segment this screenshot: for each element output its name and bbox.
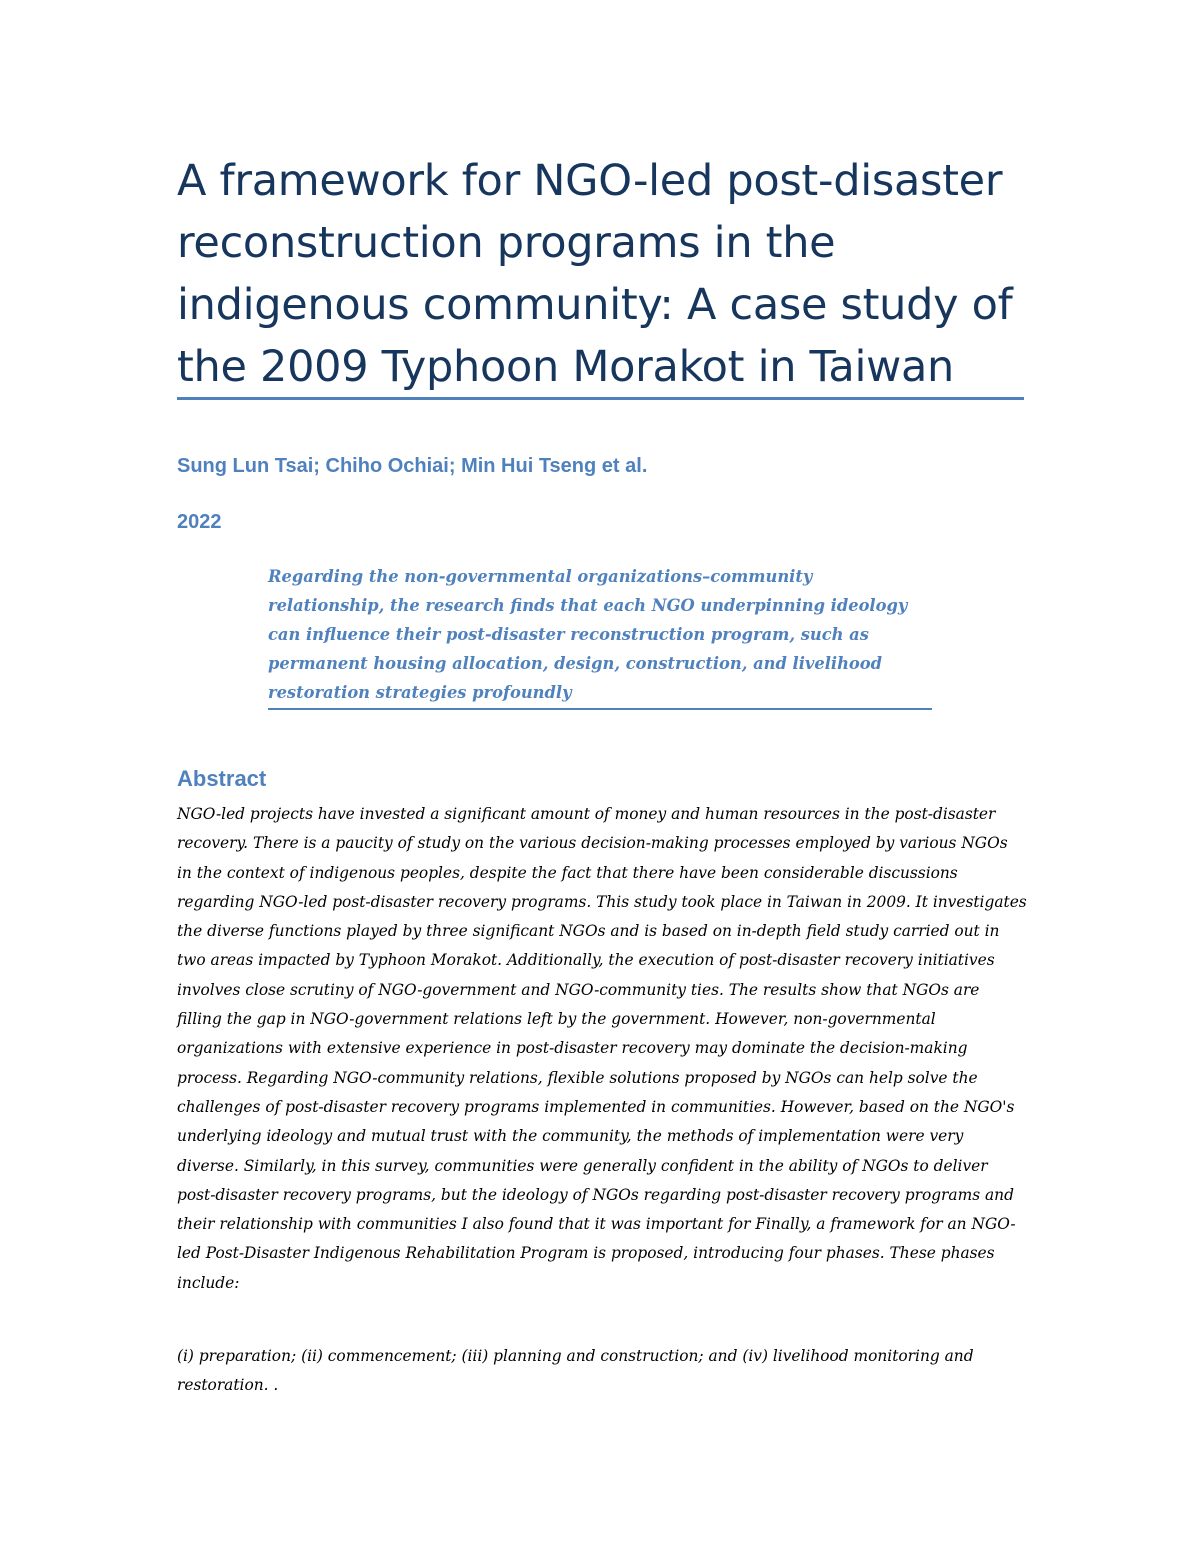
highlight-quote: Regarding the non-governmental organizations–community relationship, the research finds that each NGO underpinning ideology can influence their post-disaster reconstruction program, such as permanent housing allocation, design, construction, and livelihood restoration strategies profoundly <box>268 567 908 702</box>
abstract-heading: Abstract <box>177 766 267 791</box>
title-divider <box>177 397 1024 400</box>
document-title: A framework for NGO-led post-disaster reconstruction programs in the indigenous community: A case study of the 2009 Typhoon Morakot in Taiwan <box>177 156 1013 392</box>
abstract-phases-paragraph: (i) preparation; (ii) commencement; (iii) planning and construction; and (iv) livelihood monitoring and restoration. . <box>177 1347 974 1395</box>
publication-year: 2022 <box>177 511 222 533</box>
abstract-paragraph: NGO-led projects have invested a significant amount of money and human resources in the post-disaster recovery. There is a paucity of study on the various decision-making processes employed by various NGOs in the context of indigenous peoples, despite the fact that there have been considerable discussions regarding NGO-led post-disaster recovery programs. This study took place in Taiwan in 2009. It investigates the diverse functions played by three significant NGOs and is based on in-depth field study carried out in two areas impacted by Typhoon Morakot. Additionally, the execution of post-disaster recovery initiatives involves close scrutiny of NGO-government and NGO-community ties. The results show that NGOs are filling the gap in NGO-government relations left by the government. However, non-governmental organizations with extensive experience in post-disaster recovery may dominate the decision-making process. Regarding NGO-community relations, flexible solutions proposed by NGOs can help solve the challenges of post-disaster recovery programs implemented in communities. However, based on the NGO's underlying ideology and mutual trust with the community, the methods of implementation were very diverse. Similarly, in this survey, communities were generally confident in the ability of NGOs to deliver post-disaster recovery programs, but the ideology of NGOs regarding post-disaster recovery programs and their relationship with communities I also found that it was important for Finally, a framework for an NGO-led Post-Disaster Indigenous Rehabilitation Program is proposed, introducing four phases. These phases include: <box>177 805 1027 1292</box>
quote-divider <box>268 708 932 710</box>
author-list: Sung Lun Tsai; Chiho Ochiai; Min Hui Tseng et al. <box>177 455 648 477</box>
